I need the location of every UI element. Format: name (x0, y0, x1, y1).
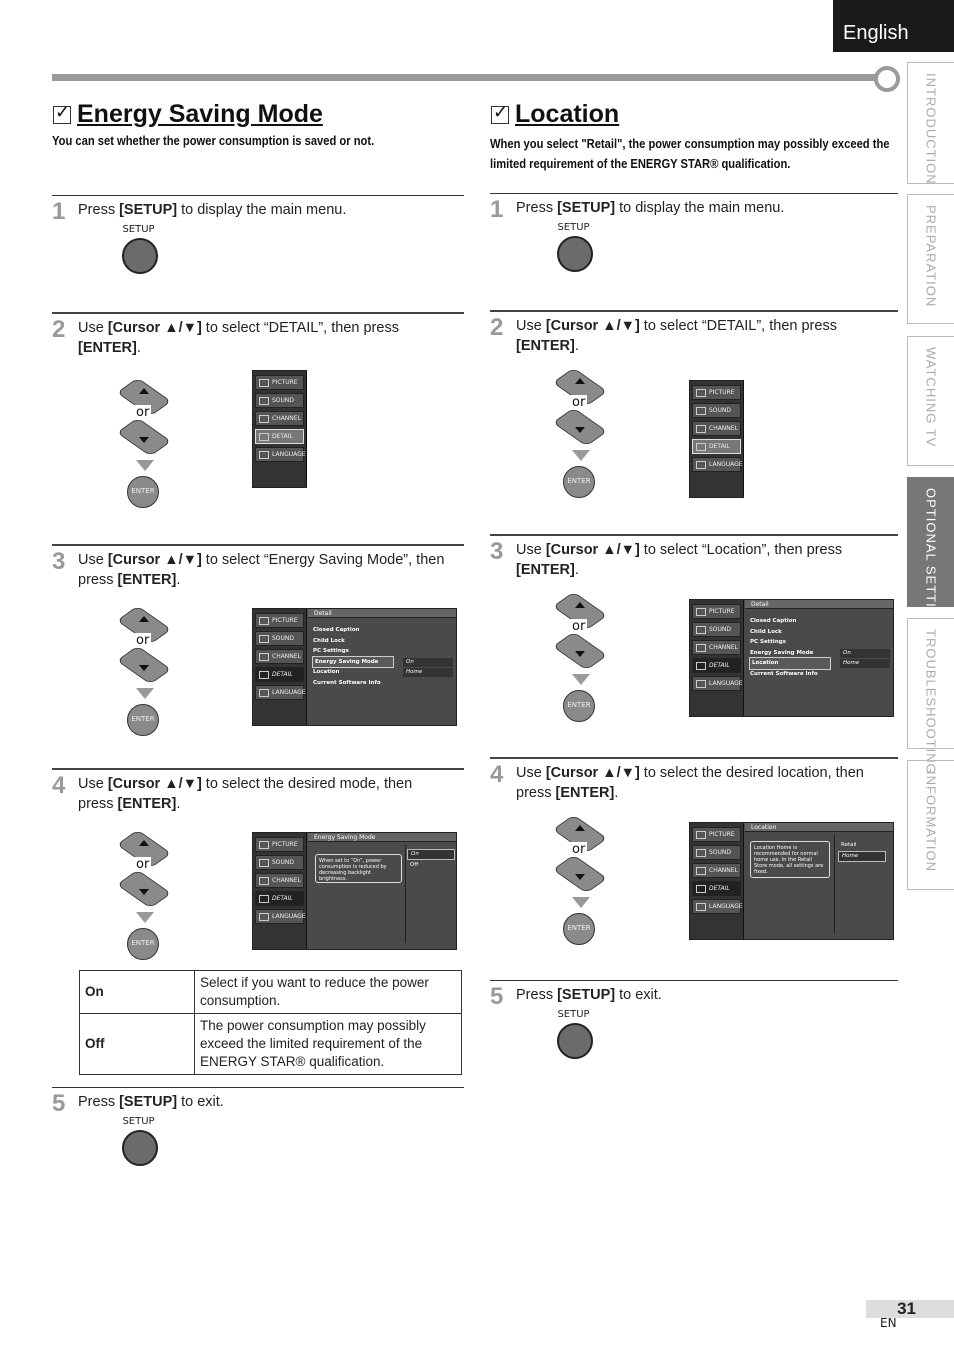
detail-item[interactable]: Closed Caption (750, 618, 797, 624)
menu-item-picture[interactable]: PICTURE (255, 613, 304, 628)
arrow-down-icon (139, 437, 149, 443)
step-number: 4 (52, 772, 66, 799)
arrow-up-icon (575, 378, 585, 384)
osd-left-menu (690, 600, 744, 716)
energy-saving-intro: You can set whether the power consumption is saved or not. (52, 133, 375, 148)
menu-item-sound[interactable]: SOUND (692, 622, 741, 637)
step-number: 4 (490, 761, 504, 788)
osd-header: Detail (308, 609, 456, 618)
enter-button[interactable]: ENTER (563, 913, 595, 945)
step-text (78, 200, 346, 220)
arrow-down-icon (575, 651, 585, 657)
setup-label: SETUP (557, 222, 590, 233)
step-text-key: [SETUP] (557, 987, 616, 1003)
menu-item-picture[interactable]: PICTURE (255, 837, 304, 852)
step-text-key: [SETUP] (119, 202, 178, 218)
down-triangle-icon (572, 897, 590, 908)
menu-item-sound[interactable]: SOUND (255, 855, 304, 870)
menu-item-detail[interactable]: DETAIL (692, 658, 741, 673)
menu-item-language[interactable]: LANGUAGE (692, 899, 741, 914)
cursor-pad[interactable] (553, 364, 609, 504)
or-label: or (136, 857, 150, 872)
step-text (516, 198, 784, 218)
setup-label: SETUP (557, 1009, 590, 1020)
step-text (516, 316, 898, 356)
down-triangle-icon (572, 674, 590, 685)
option-on[interactable]: On (407, 849, 455, 860)
menu-item-sound[interactable]: SOUND (255, 631, 304, 646)
menu-item-channel[interactable]: CHANNEL (255, 649, 304, 664)
osd-detail-values (840, 649, 890, 669)
left-step-2 (52, 312, 464, 532)
detail-item[interactable]: Current Software Info (313, 679, 381, 686)
energy-saving-title (53, 100, 323, 129)
sidetab-label: INTRODUCTION (923, 73, 939, 185)
menu-item-channel[interactable]: CHANNEL (255, 873, 304, 888)
osd-header: Location (745, 823, 893, 832)
step-text-plain: . (574, 562, 579, 578)
menu-item-detail[interactable]: DETAIL (255, 891, 304, 906)
step-text-key: [ENTER] (555, 785, 615, 801)
enter-button[interactable]: ENTER (127, 928, 159, 960)
menu-item-language[interactable]: LANGUAGE (692, 676, 741, 691)
mode-table (79, 970, 462, 1075)
osd-detail-menu (252, 608, 457, 726)
detail-item[interactable]: Location (313, 669, 340, 675)
detail-value: On (840, 649, 890, 658)
step-text-plain: press (516, 785, 556, 801)
step-text-key: [ENTER] (516, 562, 575, 578)
osd-options (407, 849, 455, 871)
sidetab-information[interactable] (907, 760, 954, 890)
step-text-plain: Use (78, 320, 108, 336)
enter-button[interactable]: ENTER (563, 690, 595, 722)
down-triangle-icon (572, 450, 590, 461)
step-number: 5 (490, 983, 504, 1010)
step-text-plain: to exit. (615, 987, 662, 1003)
step-text-key: [ENTER] (117, 796, 177, 812)
cursor-pad[interactable] (117, 602, 173, 742)
step-text (78, 1092, 224, 1112)
detail-item[interactable]: Closed Caption (313, 627, 360, 633)
round-button-icon (122, 238, 158, 274)
enter-button[interactable]: ENTER (127, 476, 159, 508)
step-text-plain: Press (78, 202, 120, 218)
osd-header: Detail (745, 600, 893, 609)
step-text (516, 985, 662, 1005)
step-text-plain: . (136, 340, 141, 356)
right-step-3 (490, 534, 898, 749)
arrow-down-icon (139, 889, 149, 895)
osd-options (838, 841, 886, 863)
sidetab-preparation[interactable] (907, 194, 954, 324)
menu-item-detail[interactable]: DETAIL (255, 429, 304, 444)
step-number: 2 (52, 316, 66, 343)
step-text-plain: Press (516, 987, 558, 1003)
arrow-up-icon (139, 616, 149, 622)
arrow-down-icon (139, 665, 149, 671)
step-text (78, 774, 468, 814)
page-lang: EN (880, 1316, 897, 1330)
step-text-plain: . (176, 796, 181, 812)
step-text (78, 550, 468, 590)
step-text-plain: to select the desired location, then (639, 765, 864, 781)
menu-item-detail[interactable]: DETAIL (692, 439, 741, 454)
right-step-2 (490, 310, 898, 525)
arrow-up-icon (139, 840, 149, 846)
detail-value: Home (840, 659, 890, 668)
step-text-plain: . (614, 785, 619, 801)
step-text-plain: to display the main menu. (615, 200, 785, 216)
step-text (516, 540, 898, 580)
sidetab-label: INFORMATION (923, 771, 939, 873)
header-rule (52, 74, 880, 81)
osd-main-menu (252, 370, 307, 488)
intro-line: When you select "Retail", the power consumption may possibly exceed the (490, 136, 890, 151)
menu-item-sound[interactable]: SOUND (692, 403, 741, 418)
intro-line: limited requirement of the ENERGY STAR® qualification. (490, 156, 791, 171)
step-text-key: [Cursor ▲/▼] (107, 776, 202, 792)
step-text-plain: press (78, 796, 118, 812)
osd-help-box: Location Home is recommended for normal home use. In the Retail Store mode, all settings are fixed. (750, 841, 830, 878)
detail-item[interactable]: Current Software Info (750, 670, 818, 677)
menu-item-language[interactable]: LANGUAGE (255, 447, 304, 462)
menu-item-sound[interactable]: SOUND (692, 845, 741, 860)
step-number: 3 (52, 548, 66, 575)
step-text-plain: to select “DETAIL”, then press (201, 320, 399, 336)
osd-help-box: When set to “On”, power consumption is reduced by decreasing backlight brightness. (315, 854, 402, 883)
sidetab-optional-setting[interactable] (907, 477, 954, 630)
down-triangle-icon (136, 912, 154, 923)
osd-detail-values (403, 658, 453, 678)
detail-value: On (403, 658, 453, 667)
or-label: or (572, 395, 586, 410)
osd-detail-items (750, 616, 830, 679)
step-text-plain: . (176, 572, 181, 588)
step-text-plain: to select the desired mode, then (201, 776, 413, 792)
osd-divider (405, 845, 406, 943)
step-text-plain: press (78, 572, 118, 588)
section-heading: Location (515, 100, 620, 128)
round-button-icon (557, 236, 593, 272)
table-row (80, 1014, 462, 1075)
step-text (78, 318, 464, 358)
step-text-key: [Cursor ▲/▼] (545, 318, 640, 334)
setup-button[interactable] (554, 1009, 593, 1059)
round-button-icon (557, 1023, 593, 1059)
detail-item-selected[interactable]: Energy Saving Mode (313, 657, 393, 668)
menu-item-language[interactable]: LANGUAGE (255, 685, 304, 700)
detail-item[interactable]: Child Lock (750, 628, 782, 635)
step-text-plain: Use (516, 318, 546, 334)
step-text-key: [Cursor ▲/▼] (107, 320, 202, 336)
sidetab-watching-tv[interactable] (907, 336, 954, 466)
osd-detail-menu (689, 599, 894, 717)
sidetab-introduction[interactable] (907, 62, 954, 184)
right-step-5 (490, 980, 898, 1070)
detail-item-selected[interactable]: Location (750, 658, 830, 669)
table-row (80, 971, 462, 1014)
option-retail[interactable]: Retail (841, 842, 857, 848)
detail-item[interactable]: PC Settings (750, 639, 786, 645)
menu-item-language[interactable]: LANGUAGE (255, 909, 304, 924)
osd-main-menu (689, 380, 744, 498)
check-icon (53, 106, 71, 124)
osd-divider (834, 835, 835, 933)
arrow-up-icon (575, 602, 585, 608)
table-key: Off (80, 1014, 195, 1075)
or-label: or (572, 619, 586, 634)
option-home[interactable]: Home (838, 851, 886, 862)
setup-button[interactable] (554, 222, 593, 272)
osd-left-menu (690, 381, 744, 497)
language-tab: English (833, 0, 954, 52)
detail-value: Home (403, 668, 453, 677)
step-text-key: [ENTER] (117, 572, 177, 588)
cursor-pad[interactable] (553, 588, 609, 728)
menu-item-language[interactable]: LANGUAGE (692, 457, 741, 472)
header-circle (874, 66, 900, 92)
step-number: 5 (52, 1090, 66, 1117)
osd-header: Energy Saving Mode (308, 833, 456, 842)
table-desc: The power consumption may possibly exceed the limited requirement of the ENERGY STAR® qualification. (195, 1014, 462, 1075)
step-text-plain: Use (516, 542, 546, 558)
menu-item-picture[interactable]: PICTURE (692, 604, 741, 619)
check-icon (491, 106, 509, 124)
osd-detail-items (313, 625, 393, 688)
or-label: or (572, 842, 586, 857)
section-heading: Energy Saving Mode (77, 100, 323, 128)
page-number: 31 (866, 1300, 954, 1318)
detail-item[interactable]: PC Settings (313, 648, 349, 654)
step-text-plain: . (574, 338, 579, 354)
left-step-4 (52, 768, 464, 963)
osd-left-menu (253, 371, 307, 487)
cursor-pad[interactable] (117, 374, 173, 514)
cursor-pad[interactable] (553, 811, 609, 951)
menu-item-channel[interactable]: CHANNEL (692, 863, 741, 878)
right-step-1 (490, 193, 898, 303)
sidetab-troubleshooting[interactable] (907, 618, 954, 775)
or-label: or (136, 633, 150, 648)
step-text-plain: Use (78, 776, 108, 792)
step-number: 3 (490, 538, 504, 565)
setup-label: SETUP (122, 224, 155, 235)
left-step-1 (52, 195, 464, 305)
setup-button[interactable] (119, 1116, 158, 1166)
step-text-plain: to select “Energy Saving Mode”, then (201, 552, 445, 568)
osd-left-menu (253, 609, 307, 725)
osd-left-menu (253, 833, 307, 949)
step-text-plain: Press (78, 1094, 120, 1110)
step-text-plain: to select “DETAIL”, then press (639, 318, 837, 334)
enter-button[interactable]: ENTER (563, 466, 595, 498)
menu-item-channel[interactable]: CHANNEL (255, 411, 304, 426)
location-title (491, 100, 619, 129)
step-text-key: [SETUP] (557, 200, 616, 216)
sidetab-label: TROUBLESHOOTING (923, 629, 939, 775)
left-step-5 (52, 1087, 464, 1177)
setup-label: SETUP (122, 1116, 155, 1127)
step-text-plain: to select “Location”, then press (639, 542, 843, 558)
down-triangle-icon (136, 688, 154, 699)
step-text-key: [ENTER] (516, 338, 575, 354)
enter-button[interactable]: ENTER (127, 704, 159, 736)
arrow-up-icon (575, 825, 585, 831)
table-key: On (80, 971, 195, 1014)
menu-item-picture[interactable]: PICTURE (692, 827, 741, 842)
step-text-plain: to exit. (177, 1094, 224, 1110)
step-text-key: [ENTER] (78, 340, 137, 356)
menu-item-picture[interactable]: PICTURE (692, 385, 741, 400)
table-desc: Select if you want to reduce the power consumption. (195, 971, 462, 1014)
step-text-key: [Cursor ▲/▼] (545, 765, 640, 781)
detail-item[interactable]: Energy Saving Mode (750, 649, 814, 656)
right-step-4 (490, 757, 898, 967)
osd-left-menu (690, 823, 744, 939)
step-text-key: [SETUP] (119, 1094, 178, 1110)
step-text-plain: Press (516, 200, 558, 216)
menu-item-detail[interactable]: DETAIL (692, 881, 741, 896)
menu-item-channel[interactable]: CHANNEL (692, 640, 741, 655)
menu-item-sound[interactable]: SOUND (255, 393, 304, 408)
osd-energy-menu (252, 832, 457, 950)
or-label: or (136, 405, 150, 420)
left-step-3 (52, 544, 464, 764)
round-button-icon (122, 1130, 158, 1166)
cursor-pad[interactable] (117, 826, 173, 966)
location-intro (490, 134, 903, 174)
step-number: 1 (52, 198, 66, 225)
arrow-down-icon (575, 874, 585, 880)
step-text-plain: Use (516, 765, 546, 781)
sidetab-label: OPTIONAL SETTING (923, 488, 939, 630)
step-text-plain: to display the main menu. (177, 202, 347, 218)
menu-item-detail[interactable]: DETAIL (255, 667, 304, 682)
step-text (516, 763, 898, 803)
step-text-plain: Use (78, 552, 108, 568)
menu-item-picture[interactable]: PICTURE (255, 375, 304, 390)
step-text-key: [Cursor ▲/▼] (545, 542, 640, 558)
detail-item[interactable]: Child Lock (313, 637, 345, 644)
osd-location-menu (689, 822, 894, 940)
sidetab-label: WATCHING TV (923, 347, 939, 448)
step-number: 2 (490, 314, 504, 341)
option-off[interactable]: Off (410, 862, 419, 868)
setup-button[interactable] (119, 224, 158, 274)
sidetab-label: PREPARATION (923, 205, 939, 308)
step-number: 1 (490, 196, 504, 223)
step-text-key: [Cursor ▲/▼] (107, 552, 202, 568)
menu-item-channel[interactable]: CHANNEL (692, 421, 741, 436)
arrow-up-icon (139, 388, 149, 394)
down-triangle-icon (136, 460, 154, 471)
arrow-down-icon (575, 427, 585, 433)
